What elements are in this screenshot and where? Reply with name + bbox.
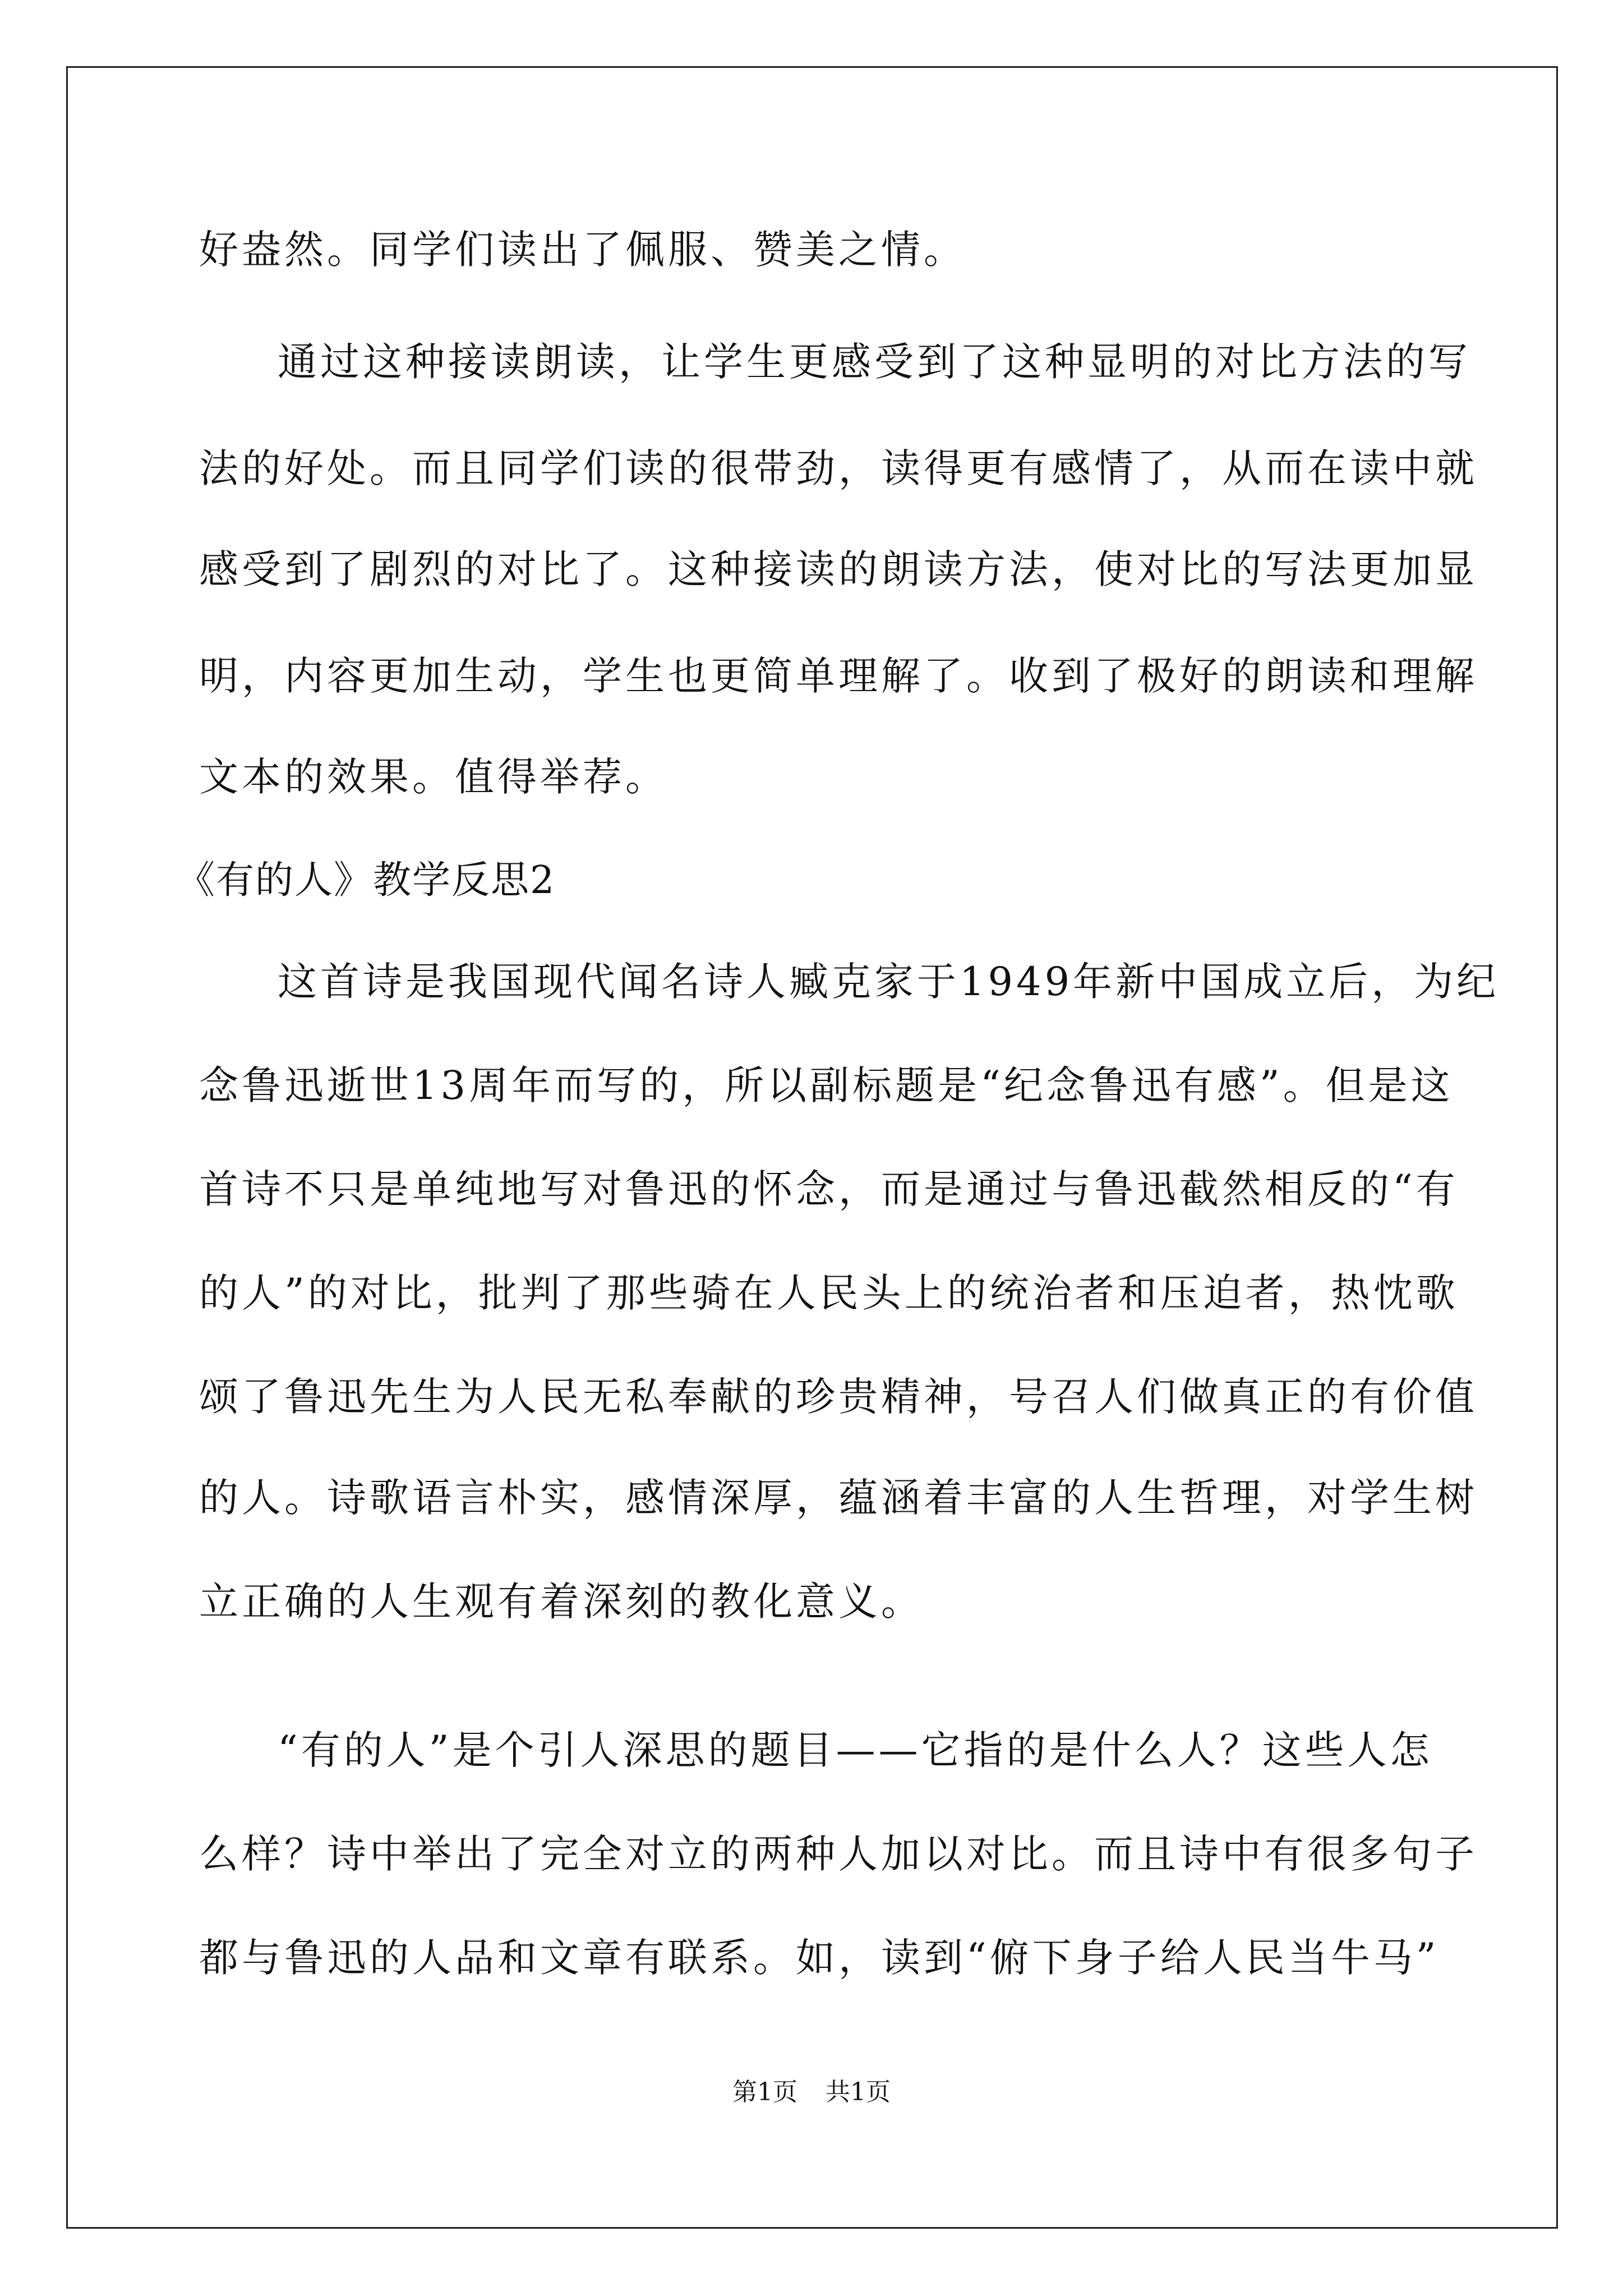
text-line: 都与鲁迅的人品和文章有联系。如，读到“俯下身子给人民当牛马” bbox=[199, 1935, 1440, 1981]
text-line: 颂了鲁迅先生为人民无私奉献的珍贵精神，号召人们做真正的有价值 bbox=[199, 1374, 1478, 1420]
text-line: 文本的效果。值得举荐。 bbox=[199, 754, 668, 800]
text-line: 的人。诗歌语言朴实，感情深厚，蕴涵着丰富的人生哲理，对学生树 bbox=[199, 1475, 1478, 1521]
page-border bbox=[66, 66, 1558, 2229]
text-line: 通过这种接读朗读，让学生更感受到了这种显明的对比方法的写 bbox=[278, 339, 1471, 385]
text-line: 这首诗是我国现代闻名诗人臧克家于1949年新中国成立后，为纪 bbox=[278, 959, 1500, 1005]
text-line: “有的人”是个引人深思的题目——它指的是什么人？这些人怎 bbox=[278, 1727, 1433, 1773]
text-line: 法的好处。而且同学们读的很带劲，读得更有感情了，从而在读中就 bbox=[199, 445, 1478, 491]
text-line: 首诗不只是单纯地写对鲁迅的怀念，而是通过与鲁迅截然相反的“有 bbox=[199, 1166, 1459, 1212]
text-line: 感受到了剧烈的对比了。这种接读的朗读方法，使对比的写法更加显 bbox=[199, 546, 1478, 592]
section-heading: 《有的人》教学反思2 bbox=[177, 858, 556, 903]
page-total: 共1页 bbox=[826, 2078, 891, 2106]
text-line: 的人”的对比，批判了那些骑在人民头上的统治者和压迫者，热忱歌 bbox=[199, 1270, 1459, 1316]
text-line: 明，内容更加生动，学生也更简单理解了。收到了极好的朗读和理解 bbox=[199, 653, 1478, 699]
page-number: 第1页 bbox=[732, 2078, 797, 2106]
text-line: 好盎然。同学们读出了佩服、赞美之情。 bbox=[199, 227, 966, 273]
text-line: 念鲁迅逝世13周年而写的，所以副标题是“纪念鲁迅有感”。但是这 bbox=[199, 1062, 1454, 1108]
text-line: 么样？诗中举出了完全对立的两种人加以对比。而且诗中有很多句子 bbox=[199, 1831, 1478, 1877]
page-footer bbox=[0, 2076, 1623, 2109]
text-line: 立正确的人生观有着深刻的教化意义。 bbox=[199, 1579, 924, 1625]
